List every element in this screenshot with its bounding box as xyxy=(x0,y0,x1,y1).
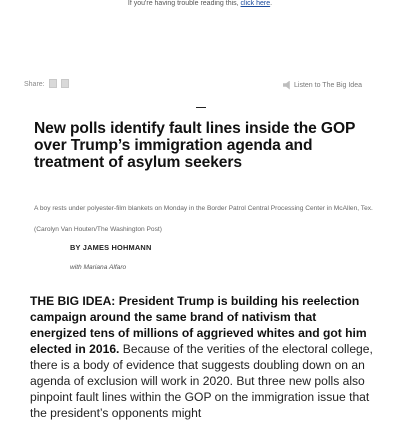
article-body xyxy=(30,293,374,421)
share-bar xyxy=(24,79,376,91)
byline: BY JAMES HOHMANN xyxy=(70,243,152,252)
facebook-icon[interactable] xyxy=(49,79,57,88)
trouble-reading-trailing: . xyxy=(270,0,273,7)
lead-body-text: Because of the verities of the electoral college, there is a body of evidence that suggests doubling down on an agenda of exclusion will work in 2020. But three new polls also pinpoint fault lines within the GOP on the immigration issue that the president’s opponents might xyxy=(30,342,373,420)
click-here-link[interactable]: click here xyxy=(240,0,271,7)
divider xyxy=(196,107,206,108)
trouble-reading-text: If you're having trouble reading this, xyxy=(127,0,241,7)
listen-label: Listen to The Big Idea xyxy=(294,81,362,89)
contributor-line: with Mariana Alfaro xyxy=(70,264,127,271)
headline: New polls identify fault lines inside the GOP over Trump’s immigration agenda and treatment of asylum seekers xyxy=(34,120,356,171)
photo-caption: A boy rests under polyester-film blankets on Monday in the Border Patrol Central Processing Center in McAllen, Tex. (Carolyn Van Houten/The Washington Post) xyxy=(34,205,373,233)
speaker-icon xyxy=(283,81,292,90)
twitter-icon[interactable] xyxy=(61,79,69,88)
share-label: Share: xyxy=(24,81,45,88)
trouble-reading-bar xyxy=(0,0,400,8)
lead-bold-text: THE BIG IDEA: President Trump is building his reelection campaign around the same brand of nativism that energized tens of millions of aggrieved whites and got him elected in 2016. xyxy=(30,294,367,356)
listen-button[interactable] xyxy=(283,79,362,91)
